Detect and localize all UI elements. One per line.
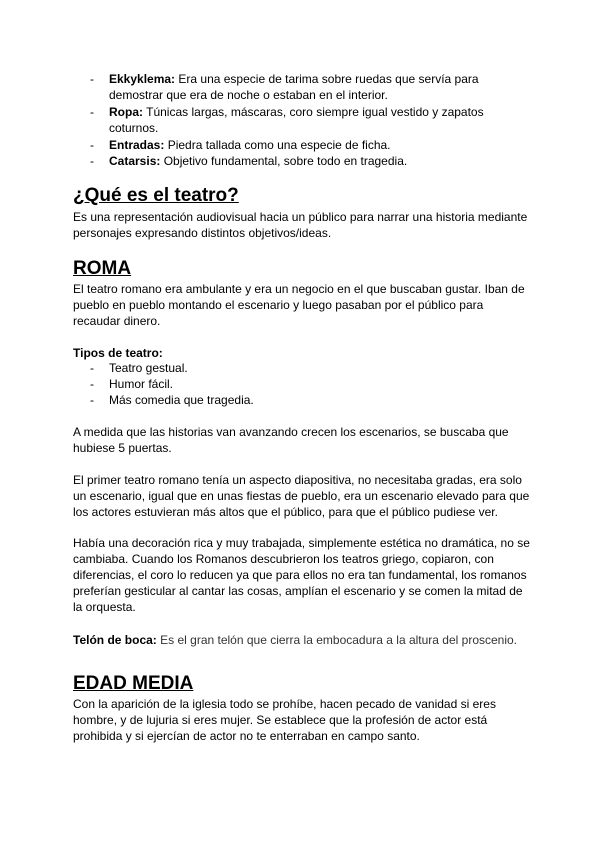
list-item (90, 153, 520, 169)
list-item-text: Humor fácil. (109, 377, 174, 391)
paragraph-telon (73, 632, 533, 648)
term: Entradas: (109, 138, 165, 152)
paragraph: El primer teatro romano tenía un aspecto diapositiva, no necesitaba gradas, era solo un escenario, igual que en unas fiestas de pueblo, era un escenario elevado para que los actores estuvieran más altos que el público, para que el público pudiese ver. (73, 473, 530, 519)
list-item (90, 376, 520, 392)
list-item (90, 71, 520, 103)
bullet-dash: - (90, 138, 94, 152)
paragraph: El teatro romano era ambulante y era un negocio en el que buscaban gustar. Iban de pueblo en pueblo montando el escenario y luego pasaban por el público para recaudar dinero. (73, 282, 525, 328)
paragraph: Es una representación audiovisual hacia un público para narrar una historia mediante personajes expresando distintos objetivos/ideas. (73, 210, 528, 240)
term: Ropa: (109, 105, 143, 119)
paragraph: Con la aparición de la iglesia todo se prohíbe, hacen pecado de vanidad si eres hombre, y de lujuria si eres mujer. Se establece que la profesión de actor está prohibida y si ejercían de actor no te enterraban en campo santo. (73, 697, 496, 743)
section-heading-roma: ROMA (73, 258, 132, 279)
definition: Piedra tallada como una especie de ficha. (167, 138, 391, 152)
section-heading-edad-media: EDAD MEDIA (73, 673, 194, 694)
bullet-dash: - (90, 105, 94, 119)
subheading-tipos: Tipos de teatro: (73, 346, 163, 360)
list-item (90, 137, 520, 153)
definition: Túnicas largas, máscaras, coro siempre igual vestido y zapatos coturnos. (109, 105, 484, 135)
term: Ekkyklema: (109, 72, 176, 86)
bullet-dash: - (90, 393, 94, 407)
list-item-text: Más comedia que tragedia. (109, 393, 254, 407)
definition: Era una especie de tarima sobre ruedas que servía para demostrar que era de noche o estaban en el interior. (109, 72, 479, 102)
paragraph: A medida que las historias van avanzando crecen los escenarios, se buscaba que hubiese 5 puertas. (73, 425, 509, 455)
definition: Es el gran telón que cierra la embocadura a la altura del proscenio. (160, 633, 518, 647)
term: Telón de boca: (73, 633, 157, 647)
definition: Objetivo fundamental, sobre todo en tragedia. (163, 154, 408, 168)
list-item (90, 360, 520, 376)
section-heading-teatro: ¿Qué es el teatro? (73, 185, 239, 206)
list-item (90, 392, 520, 408)
list-item-text: Teatro gestual. (109, 361, 188, 375)
term: Catarsis: (109, 154, 161, 168)
paragraph: Había una decoración rica y muy trabajada, simplemente estética no dramática, no se cambiaba. Cuando los Romanos descubrieron los teatros griego, copiaron, con diferencias, el coro lo reducen ya que para ellos no era tan fundamental, los romanos preferían gesticular al cantar las cosas, amplían el escenario y se comen la mitad de la orquesta. (73, 536, 530, 614)
bullet-dash: - (90, 377, 94, 391)
list-item (90, 104, 520, 136)
bullet-dash: - (90, 72, 94, 86)
bullet-dash: - (90, 154, 94, 168)
bullet-dash: - (90, 361, 94, 375)
